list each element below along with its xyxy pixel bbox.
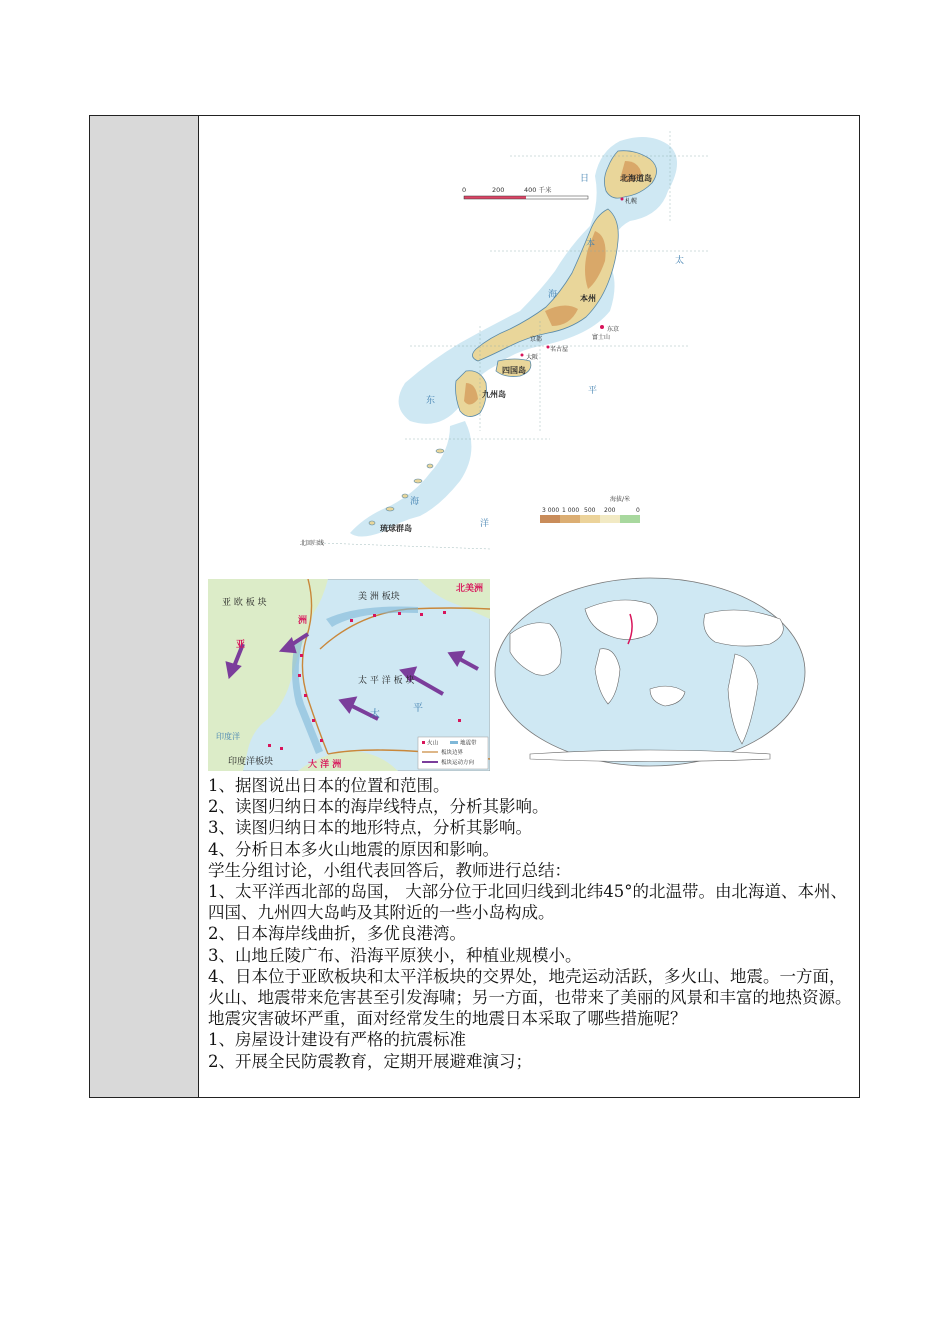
island-hokkaido: 北海道岛 (620, 174, 652, 183)
label-indian-ocean: 印度洋 (216, 732, 240, 741)
ocean-label-1: 太 (675, 256, 685, 266)
svg-text:地震带: 地震带 (460, 740, 477, 747)
svg-text:板块运动方向: 板块运动方向 (441, 760, 475, 766)
city-osaka: 大阪 (526, 354, 539, 361)
label-north-america: 北美洲 (456, 584, 484, 594)
svg-text:500: 500 (584, 507, 596, 514)
label-continent: 洲 (298, 616, 308, 626)
ocean-label-2: 平 (588, 386, 598, 396)
island-honshu: 本州 (580, 294, 596, 303)
svg-text:板块边界: 板块边界 (441, 750, 464, 756)
answer-2: 2、日本海岸线曲折，多优良港湾。 (208, 924, 466, 944)
sea-label-2: 本 (586, 239, 596, 249)
answer-3: 3、山地丘陵广布、沿海平原狭小，种植业规模小。 (208, 945, 582, 965)
lesson-text (208, 775, 858, 1072)
city-tokyo: 东京 (607, 326, 620, 333)
answer-1: 1、太平洋西北部的岛国， 大部分位于北回归线到北纬45°的北温带。由北海道、本州、四国、九州四大岛屿及其附近的一些小岛构成。 (208, 882, 847, 923)
sea-label-3: 海 (548, 290, 558, 300)
label-indian-plate: 印度洋板块 (228, 757, 274, 767)
left-label-cell (90, 116, 199, 1097)
scale-mid: 200 (492, 186, 505, 194)
label-oceania: 大 洋 洲 (308, 760, 342, 770)
svg-text:1 000: 1 000 (562, 507, 580, 514)
east-sea-label-2: 海 (410, 497, 420, 507)
question-1: 1、据图说出日本的位置和范围。 (208, 776, 450, 795)
svg-text:火山: 火山 (427, 740, 439, 747)
city-nagoya: 名古屋 (550, 346, 569, 353)
label-pacific-2: 平 (413, 703, 423, 714)
discussion-intro: 学生分组讨论，小组代表回答后，教师进行总结： (208, 860, 571, 880)
lesson-table (89, 115, 860, 1098)
peak-fuji: 富士山 (592, 334, 611, 341)
question-3: 3、读图归纳日本的地形特点，分析其影响。 (208, 818, 532, 838)
svg-text:3 000: 3 000 (542, 507, 560, 514)
world-map (490, 574, 810, 769)
sea-label-1: 日 (580, 174, 590, 184)
scale-bar (462, 185, 588, 199)
question-4: 4、分析日本多火山地震的原因和影响。 (208, 839, 499, 859)
measure-2: 2、开展全民防震教育，定期开展避难演习； (208, 1051, 532, 1071)
island-ryukyu: 琉球群岛 (380, 524, 412, 533)
plate-tectonics-map (208, 579, 490, 771)
svg-text:0: 0 (636, 507, 640, 514)
label-asia: 亚 (236, 640, 246, 650)
plate-legend (418, 737, 488, 769)
scale-zero: 0 (462, 186, 467, 194)
label-eurasian-plate: 亚 欧 板 块 (222, 598, 267, 608)
east-sea-label: 东 (426, 396, 436, 406)
city-sapporo: 札幌 (625, 198, 638, 205)
label-pacific-1: 太 (370, 709, 380, 720)
city-kyoto: 京都 (530, 336, 543, 343)
legend-title: 海拔/米 (610, 496, 631, 503)
svg-text:200: 200 (604, 507, 616, 514)
label-pacific-plate: 太 平 洋 板 块 (358, 676, 415, 686)
ocean-label-3: 洋 (480, 519, 490, 529)
answer-4: 4、日本位于亚欧板块和太平洋板块的交界处，地壳运动活跃，多火山、地震。一方面，火山、地震带来危害甚至引发海啸；另一方面，也带来了美丽的风景和丰富的地热资源。 (208, 966, 852, 1008)
tropic-label: 北回归线 (300, 540, 325, 547)
content-cell (200, 116, 859, 1097)
elevation-legend (540, 495, 640, 523)
follow-up-question: 地震灾害破坏严重，面对经常发生的地震日本采取了哪些措施呢？ (208, 1009, 687, 1029)
label-north-american-plate: 美 洲 板块 (358, 592, 400, 602)
measure-1: 1、房屋设计建设有严格的抗震标准 (208, 1030, 466, 1050)
island-kyushu: 九州岛 (482, 390, 506, 399)
island-shikoku: 四国岛 (502, 366, 526, 375)
scale-max: 400 千米 (524, 186, 552, 194)
japan-physical-map (290, 121, 760, 566)
question-2: 2、读图归纳日本的海岸线特点，分析其影响。 (208, 797, 549, 817)
